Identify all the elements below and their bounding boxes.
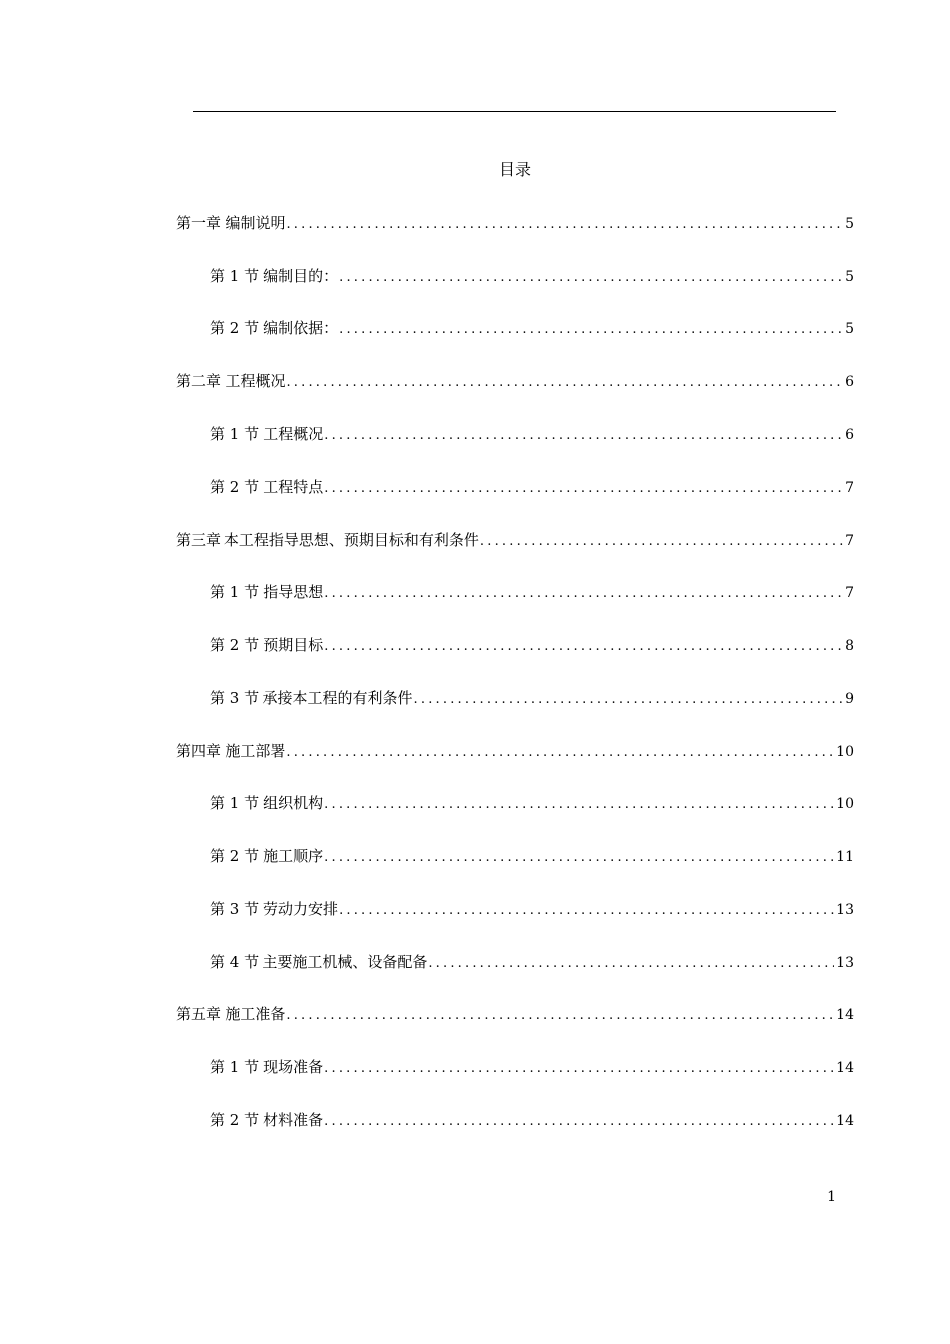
- toc-entry-section[interactable]: [210, 317, 854, 339]
- toc-entry-page: 7: [845, 480, 854, 496]
- toc-entry-chapter-2[interactable]: [176, 370, 854, 392]
- toc-entry-chapter-5[interactable]: [176, 1003, 854, 1025]
- toc-entry-label: 第 2 节: [210, 636, 260, 654]
- toc-entry-section[interactable]: [210, 476, 854, 498]
- toc-entry-chapter-3[interactable]: [176, 529, 854, 551]
- toc-entry-label: 第 1 节: [210, 794, 260, 812]
- toc-entry-label: 第 1 节: [210, 583, 260, 601]
- toc-entry-section[interactable]: [210, 898, 854, 920]
- toc-entry-label: 第五章: [176, 1005, 222, 1023]
- toc-entry-page: 13: [836, 902, 854, 918]
- toc-entry-page: 5: [845, 321, 854, 337]
- toc-entry-title: 现场准备: [263, 1058, 324, 1076]
- toc-entry-page: 5: [845, 216, 854, 232]
- toc-entry-title: 编制说明: [225, 214, 286, 232]
- toc-entry-section[interactable]: [210, 581, 854, 603]
- toc-title: 目录: [498, 160, 531, 179]
- toc-entry-title: 工程概况: [225, 372, 286, 390]
- dot-leader: [286, 1005, 834, 1025]
- dot-leader: [286, 372, 843, 392]
- toc-entry-label: 第二章: [176, 372, 222, 390]
- toc-entry-label: 第 1 节: [210, 1058, 260, 1076]
- toc-entry-title: 编制依据：: [263, 319, 339, 337]
- toc-entry-label: 第 3 节: [210, 689, 260, 707]
- toc-entry-title: 施工准备: [225, 1005, 286, 1023]
- toc-entry-page: 7: [845, 585, 854, 601]
- toc-entry-section[interactable]: [210, 265, 854, 287]
- toc-entry-title: 预期目标: [263, 636, 324, 654]
- toc-entry-title: 施工顺序: [263, 847, 324, 865]
- toc-entry-title: 主要施工机械、设备配备: [262, 953, 428, 971]
- toc-entry-page: 5: [845, 269, 854, 285]
- toc-entry-title: 指导思想: [263, 583, 324, 601]
- toc-entry-label: 第 2 节: [210, 1111, 260, 1129]
- toc-entry-page: 11: [836, 849, 854, 865]
- toc-entry-title: 组织机构: [263, 794, 324, 812]
- toc-entry-title: 本工程指导思想、预期目标和有利条件: [223, 531, 479, 549]
- dot-leader: [414, 689, 844, 709]
- toc-entry-page: 6: [845, 427, 854, 443]
- toc-entry-section[interactable]: [210, 423, 854, 445]
- toc-entry-title: 施工部署: [225, 742, 286, 760]
- toc-entry-label: 第三章: [176, 531, 222, 549]
- toc-entry-title: 编制目的：: [263, 267, 339, 285]
- toc-entry-title: 承接本工程的有利条件: [262, 689, 413, 707]
- dot-leader: [324, 478, 843, 498]
- toc-entry-label: 第四章: [176, 742, 222, 760]
- toc-entry-page: 13: [836, 955, 854, 971]
- toc-entry-label: 第 1 节: [210, 267, 260, 285]
- toc-entry-section[interactable]: [210, 1056, 854, 1078]
- toc-entry-title: 工程概况: [263, 425, 324, 443]
- toc-entry-label: 第 2 节: [210, 847, 260, 865]
- toc-entry-label: 第一章: [176, 214, 222, 232]
- toc-entry-label: 第 2 节: [210, 478, 260, 496]
- dot-leader: [286, 214, 843, 234]
- toc-entry-page: 10: [836, 744, 854, 760]
- toc-entry-section[interactable]: [210, 687, 854, 709]
- dot-leader: [428, 953, 834, 973]
- toc-entry-page: 7: [845, 533, 854, 549]
- dot-leader: [324, 636, 843, 656]
- toc-entry-page: 9: [845, 691, 854, 707]
- toc-entry-title: 劳动力安排: [263, 900, 339, 918]
- dot-leader: [324, 425, 843, 445]
- toc-entry-section[interactable]: [210, 1109, 854, 1131]
- dot-leader: [480, 531, 843, 551]
- toc-entry-page: 14: [836, 1007, 854, 1023]
- toc-entry-label: 第 4 节: [210, 953, 260, 971]
- toc-entry-title: 工程特点: [263, 478, 324, 496]
- toc-entry-label: 第 3 节: [210, 900, 260, 918]
- dot-leader: [339, 900, 834, 920]
- toc-entry-section[interactable]: [210, 792, 854, 814]
- toc-entry-section[interactable]: [210, 634, 854, 656]
- dot-leader: [286, 742, 834, 762]
- toc-entry-page: 8: [845, 638, 854, 654]
- page-number: 1: [827, 1189, 836, 1205]
- toc-entry-chapter-4[interactable]: [176, 740, 854, 762]
- toc-entry-page: 14: [836, 1060, 854, 1076]
- dot-leader: [324, 847, 834, 867]
- dot-leader: [324, 583, 843, 603]
- dot-leader: [339, 267, 843, 287]
- dot-leader: [324, 794, 834, 814]
- toc-entry-chapter-1[interactable]: [176, 212, 854, 234]
- toc-entry-title: 材料准备: [263, 1111, 324, 1129]
- dot-leader: [324, 1058, 834, 1078]
- toc-entry-label: 第 2 节: [210, 319, 260, 337]
- dot-leader: [324, 1111, 834, 1131]
- toc-entry-section[interactable]: [210, 951, 854, 973]
- toc-entry-page: 6: [845, 374, 854, 390]
- toc-entry-label: 第 1 节: [210, 425, 260, 443]
- toc-entry-page: 10: [836, 796, 854, 812]
- dot-leader: [339, 319, 843, 339]
- toc-entry-page: 14: [836, 1113, 854, 1129]
- toc-entry-section[interactable]: [210, 845, 854, 867]
